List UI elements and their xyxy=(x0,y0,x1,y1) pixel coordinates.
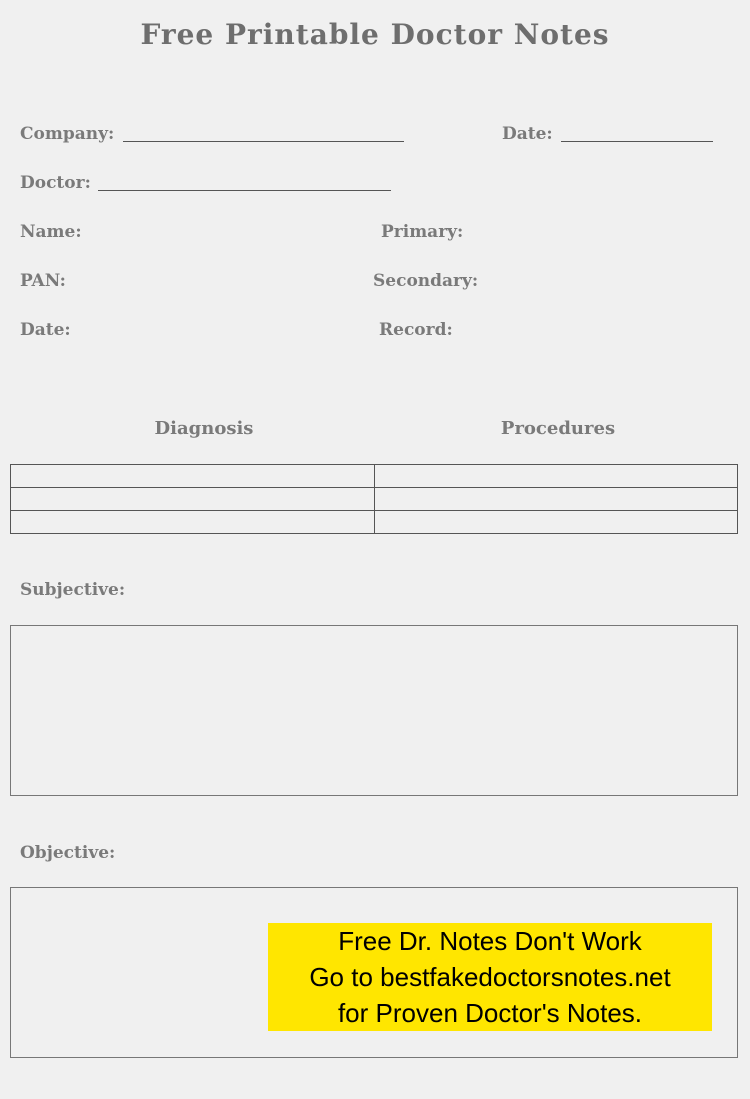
date-label: Date: xyxy=(20,320,71,340)
diagnosis-cell[interactable] xyxy=(11,488,375,511)
diagnosis-cell[interactable] xyxy=(11,465,375,488)
doctor-field-line[interactable] xyxy=(98,190,391,191)
ad-banner[interactable] xyxy=(268,923,712,1031)
procedures-cell[interactable] xyxy=(374,488,738,511)
name-label: Name: xyxy=(20,222,82,242)
date-top-field-line[interactable] xyxy=(561,141,713,142)
diagnosis-cell[interactable] xyxy=(11,511,375,534)
table-row xyxy=(11,488,738,511)
ad-line-3: for Proven Doctor's Notes. xyxy=(337,998,643,1028)
table-row xyxy=(11,511,738,534)
subjective-label: Subjective: xyxy=(20,580,126,600)
company-label: Company: xyxy=(20,124,115,144)
subjective-box[interactable] xyxy=(10,625,738,796)
ad-line-2: Go to bestfakedoctorsnotes.net xyxy=(309,962,671,992)
primary-label: Primary: xyxy=(381,222,464,242)
procedures-cell[interactable] xyxy=(374,465,738,488)
secondary-label: Secondary: xyxy=(373,271,479,291)
objective-label: Objective: xyxy=(20,843,116,863)
form-title: Free Printable Doctor Notes xyxy=(140,18,610,51)
table-row xyxy=(11,465,738,488)
doctor-label: Doctor: xyxy=(20,173,91,193)
date-top-label: Date: xyxy=(502,124,553,144)
record-label: Record: xyxy=(379,320,453,340)
ad-line-1: Free Dr. Notes Don't Work xyxy=(338,926,642,956)
diagnosis-header: Diagnosis xyxy=(154,418,254,439)
procedures-header: Procedures xyxy=(500,418,616,439)
pan-label: PAN: xyxy=(20,271,66,291)
procedures-cell[interactable] xyxy=(374,511,738,534)
diagnosis-procedures-table xyxy=(10,464,738,534)
company-field-line[interactable] xyxy=(123,141,404,142)
